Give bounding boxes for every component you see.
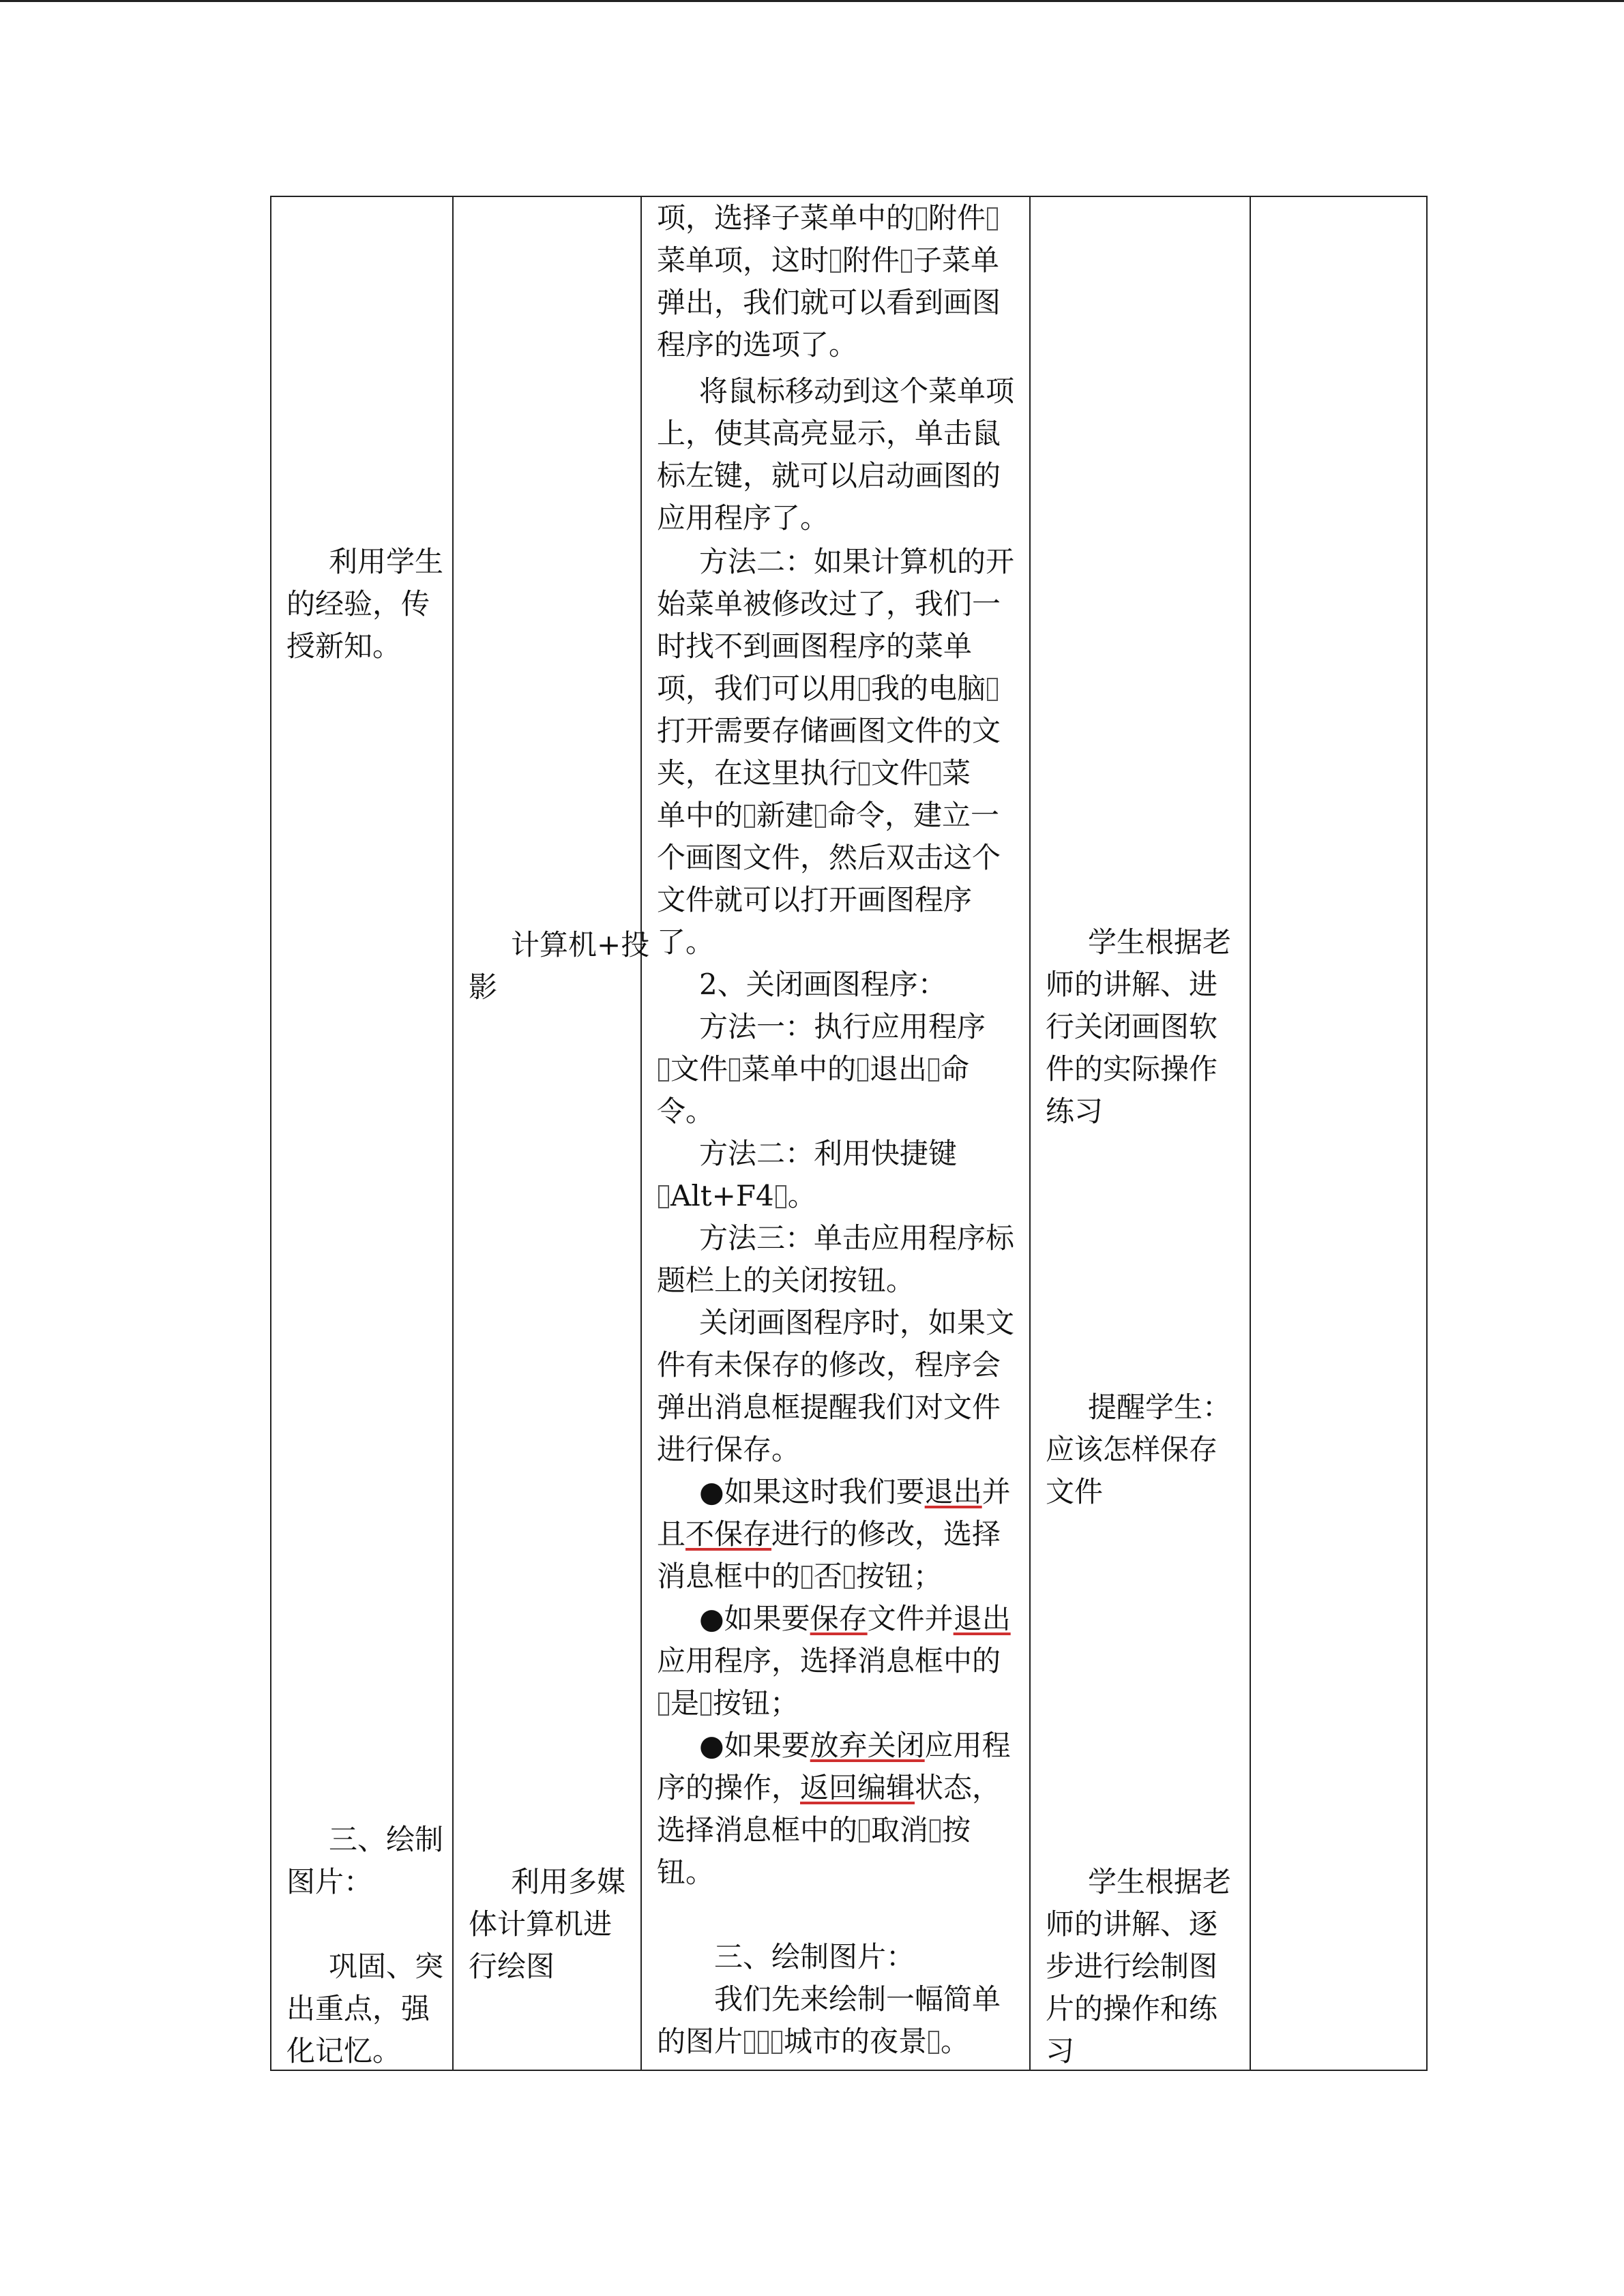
text-line: 步进行绘制图 bbox=[1046, 1950, 1218, 1983]
text-line: 行关闭画图软 bbox=[1046, 1010, 1218, 1043]
text-line: 弹出，我们就可以看到画图 bbox=[657, 286, 1001, 319]
quote-box-icon bbox=[830, 250, 841, 273]
text-line: 上，使其高亮显示，单击鼠 bbox=[657, 417, 1001, 450]
quote-box-icon bbox=[857, 1058, 868, 1082]
text-line: 且不保存进行的修改，选择 bbox=[657, 1517, 1001, 1551]
text-line: ●如果要放弃关闭应用程 bbox=[699, 1729, 1011, 1762]
quote-box-icon bbox=[859, 762, 870, 786]
teaching-goal-cell bbox=[271, 196, 453, 2070]
text-line: 三、绘制图片： bbox=[714, 1940, 915, 1973]
quote-box-icon bbox=[916, 207, 927, 230]
text-line: 方法三：单击应用程序标 bbox=[699, 1221, 1015, 1255]
text-line: 练习 bbox=[1046, 1094, 1104, 1128]
text-line: 应该怎样保存 bbox=[1046, 1433, 1218, 1466]
text-line: 个画图文件，然后双击这个 bbox=[657, 841, 1001, 874]
quote-box-icon bbox=[815, 805, 826, 828]
text-line: 程序的选项了。 bbox=[657, 328, 858, 361]
text-line: 进行保存。 bbox=[657, 1433, 801, 1466]
text-line: 的经验，传 bbox=[286, 587, 430, 621]
text-line: 标左键，就可以启动画图的 bbox=[657, 459, 1001, 492]
text-line: 夹，在这里执行 文件 菜 bbox=[657, 756, 971, 790]
quote-box-icon bbox=[801, 1566, 812, 1589]
text-line: 应用程序了。 bbox=[657, 501, 829, 535]
text-line: 习 bbox=[1046, 2034, 1075, 2068]
quote-box-icon bbox=[844, 1566, 855, 1589]
text-line: 方法二：如果计算机的开 bbox=[699, 545, 1015, 578]
quote-box-icon bbox=[859, 678, 870, 701]
text-line: 钮。 bbox=[657, 1855, 715, 1889]
text-line: 方法一：执行应用程序 bbox=[699, 1010, 986, 1043]
text-line: 图片： bbox=[286, 1865, 373, 1898]
text-line: 是 按钮； bbox=[657, 1682, 799, 1725]
text-line: 题栏上的关闭按钮。 bbox=[657, 1264, 915, 1297]
quote-box-icon bbox=[859, 1819, 870, 1843]
text-line: 授新知。 bbox=[286, 629, 402, 663]
text-line: 项，我们可以用 我的电脑 bbox=[657, 668, 999, 710]
text-line: 2、关闭画图程序： bbox=[699, 968, 947, 1001]
text-line: 序的操作，返回编辑状态， bbox=[657, 1771, 1001, 1804]
text-line: 消息框中的 否 按钮； bbox=[657, 1560, 943, 1593]
text-line: 出重点，强 bbox=[286, 1992, 430, 2025]
text-line: 了。 bbox=[657, 925, 715, 959]
text-line: 三、绘制 bbox=[329, 1823, 444, 1856]
text-line: 将鼠标移动到这个菜单项 bbox=[699, 374, 1015, 408]
text-line: 文件 菜单中的 退出 命 bbox=[657, 1048, 969, 1090]
page-top-edge bbox=[0, 0, 1624, 2]
text-line: ●如果要保存文件并退出 bbox=[699, 1602, 1011, 1635]
quote-box-icon bbox=[776, 1185, 786, 1208]
text-line: 师的讲解、逐 bbox=[1046, 1907, 1218, 1941]
text-line: 件有未保存的修改，程序会 bbox=[657, 1348, 1001, 1382]
quote-box-icon bbox=[658, 1693, 669, 1716]
teaching-media-cell bbox=[453, 196, 650, 2070]
text-line: 的图片 城市的夜景 。 bbox=[657, 2025, 970, 2058]
quote-box-icon bbox=[744, 2031, 755, 2054]
text-line: 学生根据老 bbox=[1088, 925, 1232, 959]
text-line: 菜单项，这时 附件 子菜单 bbox=[657, 243, 1000, 277]
quote-box-icon bbox=[729, 1058, 740, 1082]
quote-box-icon bbox=[700, 1693, 711, 1716]
quote-box-icon bbox=[658, 1058, 669, 1082]
quote-box-icon bbox=[987, 678, 998, 701]
table-row bbox=[271, 196, 1427, 2070]
quote-box-icon bbox=[744, 805, 755, 828]
quote-box-icon bbox=[758, 2031, 769, 2054]
text-line: 行绘图 bbox=[469, 1950, 555, 1983]
text-line: 计算机+投 bbox=[511, 928, 650, 961]
text-line: 我们先来绘制一幅简单 bbox=[714, 1982, 1001, 2016]
text-line: Alt+F4 。 bbox=[657, 1175, 816, 1217]
text-line: 始菜单被修改过了，我们一 bbox=[657, 587, 1001, 621]
text-line: 利用学生 bbox=[329, 545, 444, 578]
text-line: 单中的 新建 命令，建立一 bbox=[657, 799, 1000, 832]
quote-box-icon bbox=[901, 250, 912, 273]
text-line: 化记忆。 bbox=[286, 2034, 402, 2068]
quote-box-icon bbox=[928, 1058, 939, 1082]
text-line: 件的实际操作 bbox=[1046, 1052, 1218, 1086]
text-line: 文件 bbox=[1046, 1475, 1104, 1508]
text-line: 弹出消息框提醒我们对文件 bbox=[657, 1390, 1001, 1424]
quote-box-icon bbox=[658, 1185, 669, 1208]
text-line: 利用多媒 bbox=[511, 1865, 626, 1898]
text-line: 关闭画图程序时，如果文 bbox=[699, 1306, 1015, 1339]
quote-box-icon bbox=[987, 207, 998, 230]
text-line: 片的操作和练 bbox=[1046, 1992, 1218, 2025]
quote-box-icon bbox=[771, 2031, 782, 2054]
text-line: 提醒学生： bbox=[1088, 1390, 1232, 1424]
text-line: 巩固、突 bbox=[329, 1950, 444, 1983]
text-line: 文件就可以打开画图程序 bbox=[657, 883, 973, 916]
text-line: 项，选择子菜单中的 附件 bbox=[657, 197, 999, 239]
student-activity-cell bbox=[1030, 196, 1250, 2070]
text-line: 影 bbox=[469, 970, 498, 1004]
text-line: 应用程序，选择消息框中的 bbox=[657, 1644, 1001, 1678]
text-line: 选择消息框中的 取消 按 bbox=[657, 1813, 971, 1847]
text-line: ●如果这时我们要退出并 bbox=[699, 1475, 1011, 1508]
text-line: 学生根据老 bbox=[1088, 1865, 1232, 1898]
teaching-content-cell bbox=[641, 196, 1030, 2070]
text-line: 方法二：利用快捷键 bbox=[699, 1137, 958, 1170]
lesson-plan-table bbox=[270, 196, 1428, 2071]
text-line: 体计算机进 bbox=[469, 1907, 612, 1941]
quote-box-icon bbox=[928, 2031, 939, 2054]
text-line: 时找不到画图程序的菜单 bbox=[657, 629, 973, 663]
quote-box-icon bbox=[930, 1819, 941, 1843]
text-line: 师的讲解、进 bbox=[1046, 968, 1218, 1001]
text-line: 打开需要存储画图文件的文 bbox=[657, 714, 1001, 747]
quote-box-icon bbox=[930, 762, 941, 786]
text-line: 令。 bbox=[657, 1094, 715, 1128]
notes-cell bbox=[1250, 196, 1427, 2070]
